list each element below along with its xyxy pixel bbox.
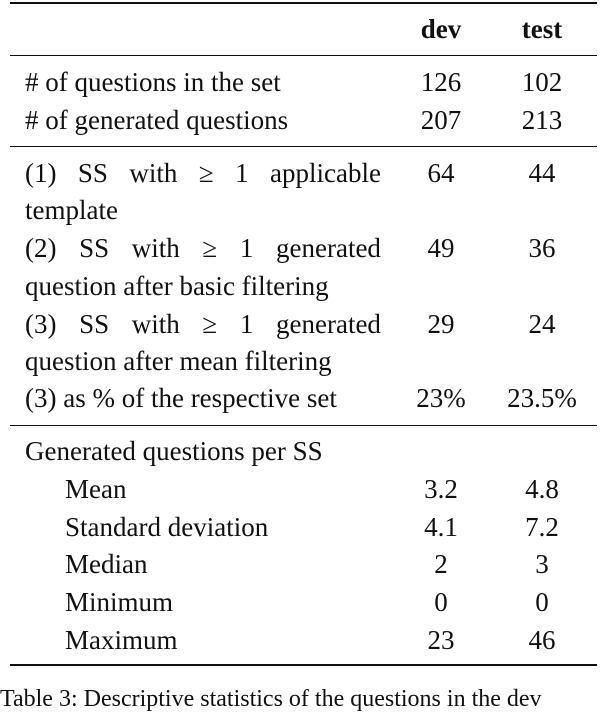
header-test: test — [521, 14, 563, 44]
row-label: # of generated questions — [25, 105, 289, 135]
table-row — [0, 621, 604, 659]
row-label-continuation: question after mean filtering — [25, 346, 332, 376]
dev-value: 64 — [427, 158, 455, 188]
table-row — [0, 305, 604, 343]
row-label: Standard deviation — [65, 512, 269, 542]
dev-value: 29 — [427, 309, 455, 339]
row-label: # of questions in the set — [25, 67, 281, 97]
row-label: Minimum — [65, 587, 174, 617]
test-value: 24 — [528, 309, 556, 339]
section-title: Generated questions per SS — [25, 436, 323, 466]
top-rule — [10, 2, 597, 4]
table-row — [0, 470, 604, 508]
row-label: (3) SS with ≥ 1 generated — [25, 309, 381, 339]
table-row-continuation — [0, 267, 604, 305]
test-value: 102 — [521, 67, 563, 97]
section-rule — [10, 146, 597, 147]
table-row — [0, 101, 604, 139]
test-value: 4.8 — [525, 474, 559, 504]
test-value: 44 — [528, 158, 556, 188]
row-label: Median — [65, 549, 148, 579]
dev-value: 23% — [416, 383, 466, 413]
table-caption: Table 3: Descriptive statistics of the questions in the dev — [0, 686, 542, 712]
test-value: 46 — [528, 625, 556, 655]
table-row-continuation — [0, 342, 604, 380]
table-row — [0, 229, 604, 267]
dev-value: 23 — [427, 625, 455, 655]
row-label: Maximum — [65, 625, 178, 655]
row-label-continuation: template — [25, 195, 118, 225]
dev-value: 2 — [434, 549, 448, 579]
dev-value: 4.1 — [424, 512, 458, 542]
dev-value: 126 — [420, 67, 462, 97]
dev-value: 3.2 — [424, 474, 458, 504]
table-row — [0, 508, 604, 546]
test-value: 213 — [521, 105, 563, 135]
table-row — [0, 154, 604, 192]
header-dev: dev — [420, 14, 462, 44]
row-label: (2) SS with ≥ 1 generated — [25, 233, 381, 263]
test-value: 23.5% — [507, 383, 577, 413]
header-row — [0, 10, 604, 48]
table-row — [0, 545, 604, 583]
dev-value: 49 — [427, 233, 455, 263]
row-label: Mean — [65, 474, 127, 504]
test-value: 3 — [535, 549, 549, 579]
row-label: (3) as % of the respective set — [25, 383, 337, 413]
header-rule — [10, 55, 597, 56]
row-label: (1) SS with ≥ 1 applicable — [25, 158, 381, 188]
test-value: 7.2 — [525, 512, 559, 542]
section-rule — [10, 425, 597, 426]
table-row-continuation — [0, 191, 604, 229]
dev-value: 0 — [434, 587, 448, 617]
test-value: 36 — [528, 233, 556, 263]
dev-value: 207 — [420, 105, 462, 135]
bottom-rule — [10, 664, 597, 666]
table-row — [0, 379, 604, 417]
test-value: 0 — [535, 587, 549, 617]
table-row — [0, 63, 604, 101]
row-label-continuation: question after basic filtering — [25, 271, 329, 301]
table-row — [0, 432, 604, 470]
table-row — [0, 583, 604, 621]
